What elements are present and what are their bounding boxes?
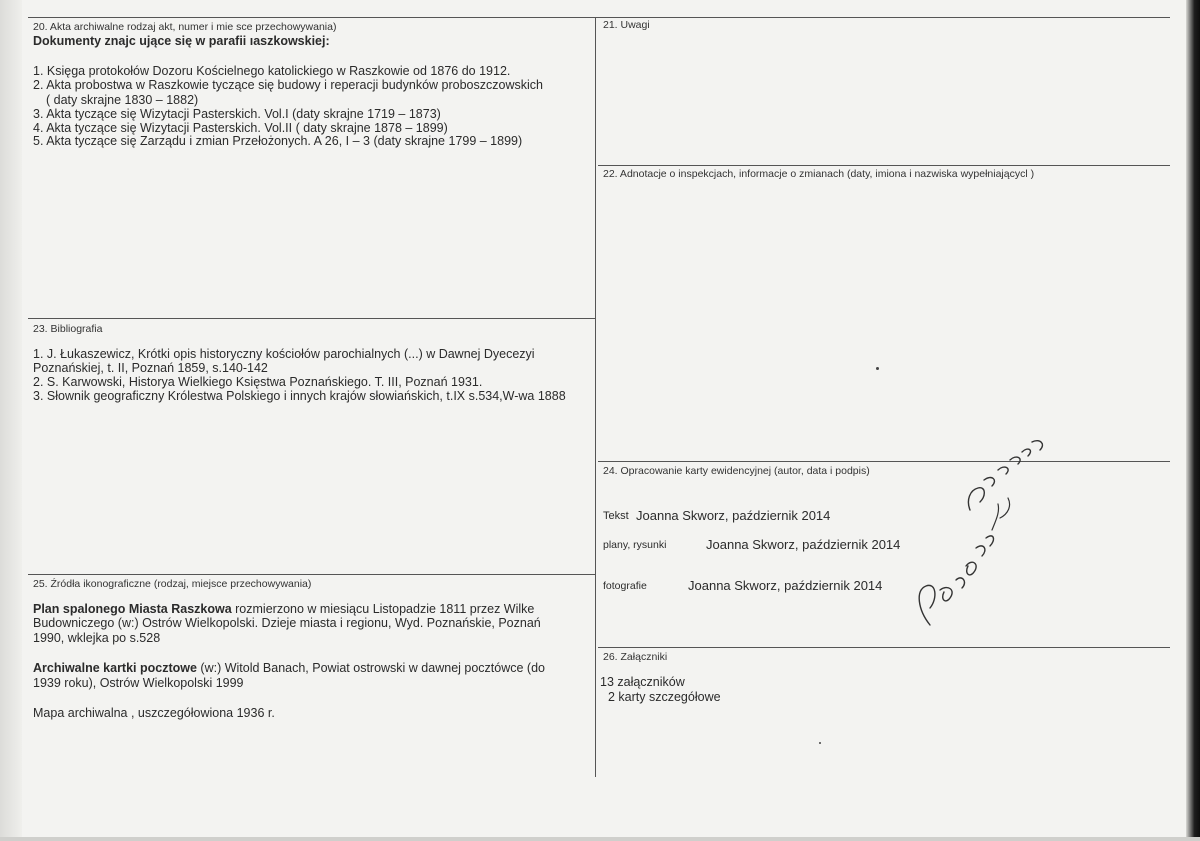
section-22-title: 22. Adnotacje o inspekcjach, informacje o zmianach (daty, imiona i nazwiska wypełniającycl ) bbox=[603, 168, 1035, 180]
bibliography-item-1-cont: Poznańskiej, t. II, Poznań 1859, s.140-142 bbox=[33, 361, 268, 375]
handwritten-signature bbox=[900, 440, 1050, 640]
source-postcards-rest: (w:) Witold Banach, Powiat ostrowski w dawnej pocztówce (do bbox=[196, 661, 545, 675]
section-21-title: 21. Uwagi bbox=[603, 19, 650, 31]
author-plans-value: Joanna Skworz, październik 2014 bbox=[706, 537, 901, 552]
section-23-title: 23. Bibliografia bbox=[33, 323, 103, 335]
archive-item-2-dates: ( daty skrajne 1830 – 1882) bbox=[46, 93, 199, 107]
author-photos-label: fotografie bbox=[603, 580, 647, 592]
center-divider bbox=[595, 17, 596, 777]
source-plan-rest: rozmierzono w miesiącu Listopadzie 1811 przez Wilke bbox=[231, 602, 535, 616]
archive-item-1: 1. Księga protokołów Dozoru Kościelnego katolickiego w Raszkowie od 1876 do 1912. bbox=[33, 64, 511, 78]
author-photos-value: Joanna Skworz, październik 2014 bbox=[688, 578, 883, 593]
scan-edge-right bbox=[1186, 0, 1200, 841]
source-postcards-title: Archiwalne kartki pocztowe bbox=[33, 661, 197, 675]
scan-edge-left bbox=[0, 0, 22, 841]
section-25-title: 25. Źródła ikonograficzne (rodzaj, miejsce przechowywania) bbox=[33, 578, 312, 590]
section-20-title: 20. Akta archiwalne rodzaj akt, numer i mie sce przechowywania) bbox=[33, 21, 337, 33]
source-plan-line-3: 1990, wklejka po s.528 bbox=[33, 631, 161, 645]
archive-item-3: 3. Akta tyczące się Wizytacji Pasterskich. Vol.I (daty skrajne 1719 – 1873) bbox=[33, 107, 441, 121]
source-postcards-line-2: 1939 roku), Ostrów Wielkopolski 1999 bbox=[33, 676, 244, 690]
scan-speck bbox=[876, 367, 879, 370]
source-postcards-line-1 bbox=[33, 661, 545, 675]
archive-item-5: 5. Akta tyczące się Zarządu i zmian Przełożonych. A 26, I – 3 (daty skrajne 1799 – 1899) bbox=[33, 134, 523, 148]
archive-item-4: 4. Akta tyczące się Wizytacji Pasterskich. Vol.II ( daty skrajne 1878 – 1899) bbox=[33, 121, 448, 135]
bibliography-item-3: 3. Słownik geograficzny Królestwa Polskiego i innych krajów słowiańskich, t.IX s.534,W-wa 1888 bbox=[33, 389, 566, 403]
divider-24-26 bbox=[598, 647, 1170, 648]
top-border bbox=[28, 17, 1170, 18]
source-plan-line-2: Budowniczego (w:) Ostrów Wielkopolski. Dzieje miasta i regionu, Wyd. Poznańskie, Poznań bbox=[33, 616, 541, 630]
attachments-count: 13 załączników bbox=[600, 675, 685, 689]
bibliography-item-1: 1. J. Łukaszewicz, Krótki opis historyczny kościołów parochialnych (...) w Dawnej Dyecezyi bbox=[33, 347, 535, 361]
divider-21-22 bbox=[598, 165, 1170, 166]
divider-23-25 bbox=[28, 574, 595, 575]
author-text-value: Joanna Skworz, październik 2014 bbox=[636, 508, 831, 523]
author-plans-label: plany, rysunki bbox=[603, 539, 667, 551]
author-text-label: Tekst bbox=[603, 510, 629, 522]
bibliography-item-2: 2. S. Karwowski, Historya Wielkiego Księstwa Poznańskiego. T. III, Poznań 1931. bbox=[33, 375, 483, 389]
archive-item-2: 2. Akta probostwa w Raszkowie tyczące się budowy i reperacji budynków proboszczowskich bbox=[33, 78, 543, 92]
section-20-heading: Dokumenty znajc ujące się w parafii ıaszkowskiej: bbox=[33, 34, 330, 48]
attachments-detail-cards: 2 karty szczegółowe bbox=[608, 690, 721, 704]
scan-edge-bottom bbox=[0, 837, 1200, 841]
divider-22-24 bbox=[598, 461, 1170, 462]
section-26-title: 26. Załączniki bbox=[603, 651, 668, 663]
source-plan-title: Plan spalonego Miasta Raszkowa bbox=[33, 602, 232, 616]
source-map: Mapa archiwalna , uszczegółowiona 1936 r. bbox=[33, 706, 275, 720]
source-plan-line-1 bbox=[33, 602, 534, 616]
section-24-title: 24. Opracowanie karty ewidencyjnej (autor, data i podpis) bbox=[603, 465, 870, 477]
scan-speck bbox=[819, 742, 821, 744]
divider-20-23 bbox=[28, 318, 595, 319]
